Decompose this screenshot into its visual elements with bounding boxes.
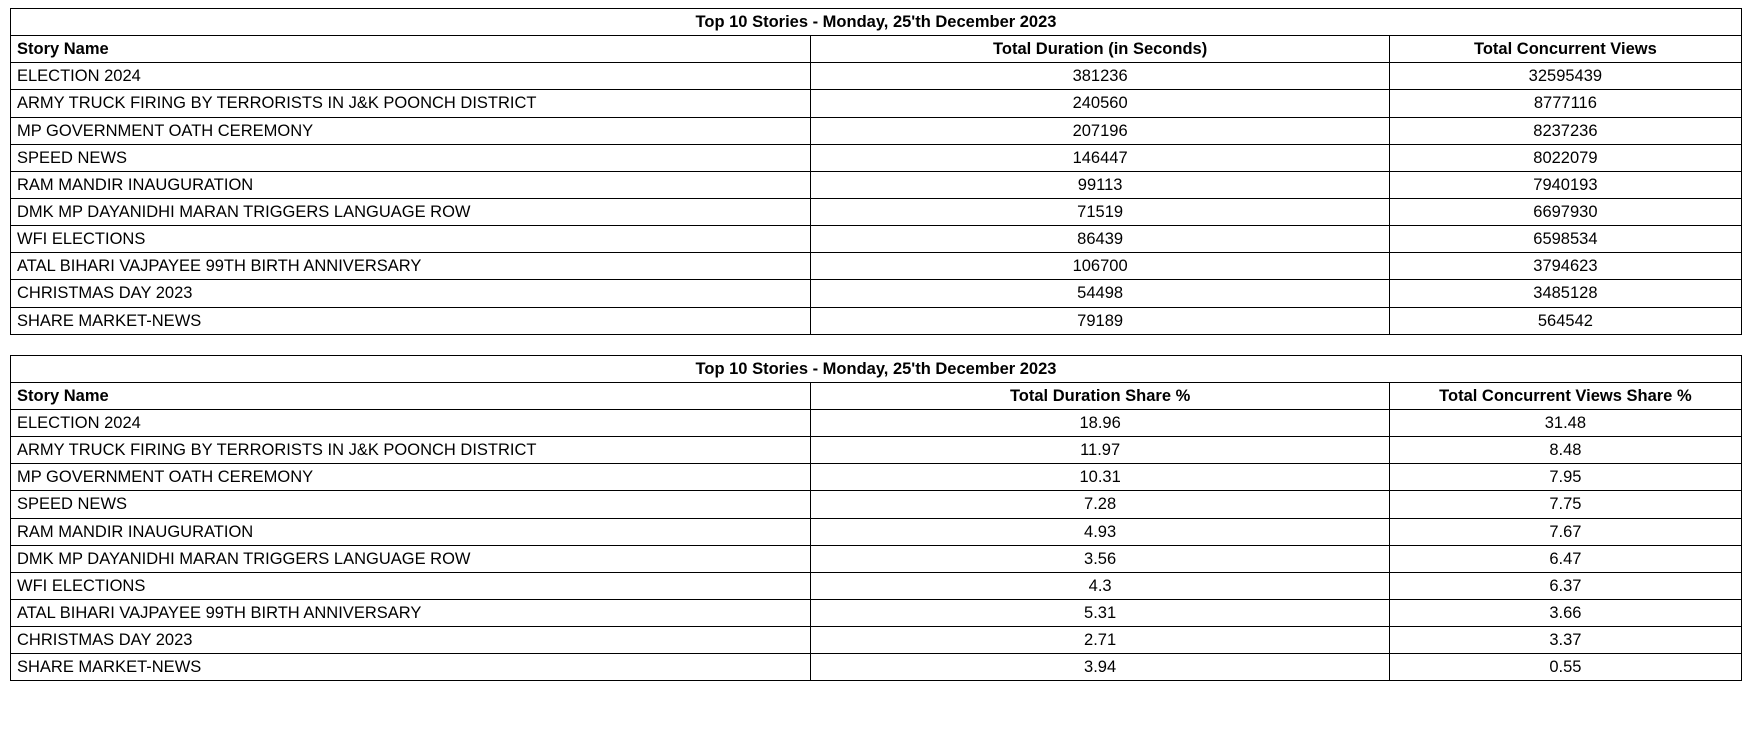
table-row xyxy=(11,226,1742,253)
table-row xyxy=(11,545,1742,572)
table-header-row xyxy=(11,36,1742,63)
cell-views-share: 0.55 xyxy=(1389,654,1741,681)
cell-total-concurrent-views: 8237236 xyxy=(1389,117,1741,144)
table-title: Top 10 Stories - Monday, 25'th December 2023 xyxy=(11,9,1742,36)
cell-duration-share: 11.97 xyxy=(811,437,1389,464)
cell-duration-share: 3.56 xyxy=(811,545,1389,572)
table-row xyxy=(11,437,1742,464)
column-header-total-concurrent-views-share: Total Concurrent Views Share % xyxy=(1389,382,1741,409)
cell-views-share: 8.48 xyxy=(1389,437,1741,464)
cell-duration-share: 2.71 xyxy=(811,627,1389,654)
top-stories-share-table xyxy=(10,355,1742,682)
table-row xyxy=(11,654,1742,681)
cell-story-name: RAM MANDIR INAUGURATION xyxy=(11,171,811,198)
cell-total-concurrent-views: 564542 xyxy=(1389,307,1741,334)
cell-total-duration: 146447 xyxy=(811,144,1389,171)
top-stories-absolute-table xyxy=(10,8,1742,335)
cell-story-name: RAM MANDIR INAUGURATION xyxy=(11,518,811,545)
table-title-row xyxy=(11,355,1742,382)
cell-story-name: SHARE MARKET-NEWS xyxy=(11,654,811,681)
table-row xyxy=(11,518,1742,545)
cell-story-name: ARMY TRUCK FIRING BY TERRORISTS IN J&K POONCH DISTRICT xyxy=(11,90,811,117)
cell-views-share: 7.75 xyxy=(1389,491,1741,518)
column-header-total-duration-share: Total Duration Share % xyxy=(811,382,1389,409)
table-header-row xyxy=(11,382,1742,409)
cell-views-share: 31.48 xyxy=(1389,409,1741,436)
cell-duration-share: 18.96 xyxy=(811,409,1389,436)
cell-views-share: 7.67 xyxy=(1389,518,1741,545)
cell-total-concurrent-views: 8022079 xyxy=(1389,144,1741,171)
column-header-story-name: Story Name xyxy=(11,382,811,409)
cell-story-name: ARMY TRUCK FIRING BY TERRORISTS IN J&K POONCH DISTRICT xyxy=(11,437,811,464)
table-row xyxy=(11,627,1742,654)
cell-total-duration: 207196 xyxy=(811,117,1389,144)
column-header-total-concurrent-views: Total Concurrent Views xyxy=(1389,36,1741,63)
cell-total-concurrent-views: 6697930 xyxy=(1389,198,1741,225)
cell-story-name: DMK MP DAYANIDHI MARAN TRIGGERS LANGUAGE ROW xyxy=(11,545,811,572)
cell-story-name: CHRISTMAS DAY 2023 xyxy=(11,280,811,307)
cell-duration-share: 10.31 xyxy=(811,464,1389,491)
cell-duration-share: 5.31 xyxy=(811,599,1389,626)
table-row xyxy=(11,491,1742,518)
cell-total-duration: 54498 xyxy=(811,280,1389,307)
cell-total-duration: 240560 xyxy=(811,90,1389,117)
cell-story-name: CHRISTMAS DAY 2023 xyxy=(11,627,811,654)
table-row xyxy=(11,63,1742,90)
cell-total-duration: 86439 xyxy=(811,226,1389,253)
table-row xyxy=(11,280,1742,307)
cell-story-name: MP GOVERNMENT OATH CEREMONY xyxy=(11,117,811,144)
cell-story-name: ELECTION 2024 xyxy=(11,63,811,90)
cell-total-duration: 79189 xyxy=(811,307,1389,334)
table-row xyxy=(11,464,1742,491)
cell-story-name: WFI ELECTIONS xyxy=(11,572,811,599)
cell-total-duration: 106700 xyxy=(811,253,1389,280)
cell-duration-share: 3.94 xyxy=(811,654,1389,681)
cell-views-share: 7.95 xyxy=(1389,464,1741,491)
cell-story-name: SPEED NEWS xyxy=(11,144,811,171)
table-row xyxy=(11,198,1742,225)
table-row xyxy=(11,307,1742,334)
cell-story-name: DMK MP DAYANIDHI MARAN TRIGGERS LANGUAGE ROW xyxy=(11,198,811,225)
cell-total-concurrent-views: 7940193 xyxy=(1389,171,1741,198)
cell-story-name: SHARE MARKET-NEWS xyxy=(11,307,811,334)
table-row xyxy=(11,599,1742,626)
table-title-row xyxy=(11,9,1742,36)
cell-total-duration: 71519 xyxy=(811,198,1389,225)
cell-story-name: ATAL BIHARI VAJPAYEE 99TH BIRTH ANNIVERSARY xyxy=(11,253,811,280)
cell-story-name: ELECTION 2024 xyxy=(11,409,811,436)
cell-story-name: WFI ELECTIONS xyxy=(11,226,811,253)
cell-total-concurrent-views: 3794623 xyxy=(1389,253,1741,280)
cell-story-name: SPEED NEWS xyxy=(11,491,811,518)
cell-total-duration: 99113 xyxy=(811,171,1389,198)
cell-story-name: ATAL BIHARI VAJPAYEE 99TH BIRTH ANNIVERSARY xyxy=(11,599,811,626)
table-row xyxy=(11,253,1742,280)
cell-total-concurrent-views: 3485128 xyxy=(1389,280,1741,307)
cell-total-concurrent-views: 6598534 xyxy=(1389,226,1741,253)
table-row xyxy=(11,117,1742,144)
cell-total-concurrent-views: 8777116 xyxy=(1389,90,1741,117)
cell-duration-share: 7.28 xyxy=(811,491,1389,518)
table-title: Top 10 Stories - Monday, 25'th December 2023 xyxy=(11,355,1742,382)
cell-views-share: 6.47 xyxy=(1389,545,1741,572)
table-row xyxy=(11,572,1742,599)
table-row xyxy=(11,90,1742,117)
cell-total-duration: 381236 xyxy=(811,63,1389,90)
cell-views-share: 6.37 xyxy=(1389,572,1741,599)
table-row xyxy=(11,409,1742,436)
table-row xyxy=(11,171,1742,198)
column-header-story-name: Story Name xyxy=(11,36,811,63)
cell-views-share: 3.37 xyxy=(1389,627,1741,654)
cell-views-share: 3.66 xyxy=(1389,599,1741,626)
table-row xyxy=(11,144,1742,171)
cell-duration-share: 4.93 xyxy=(811,518,1389,545)
cell-duration-share: 4.3 xyxy=(811,572,1389,599)
cell-story-name: MP GOVERNMENT OATH CEREMONY xyxy=(11,464,811,491)
cell-total-concurrent-views: 32595439 xyxy=(1389,63,1741,90)
column-header-total-duration: Total Duration (in Seconds) xyxy=(811,36,1389,63)
